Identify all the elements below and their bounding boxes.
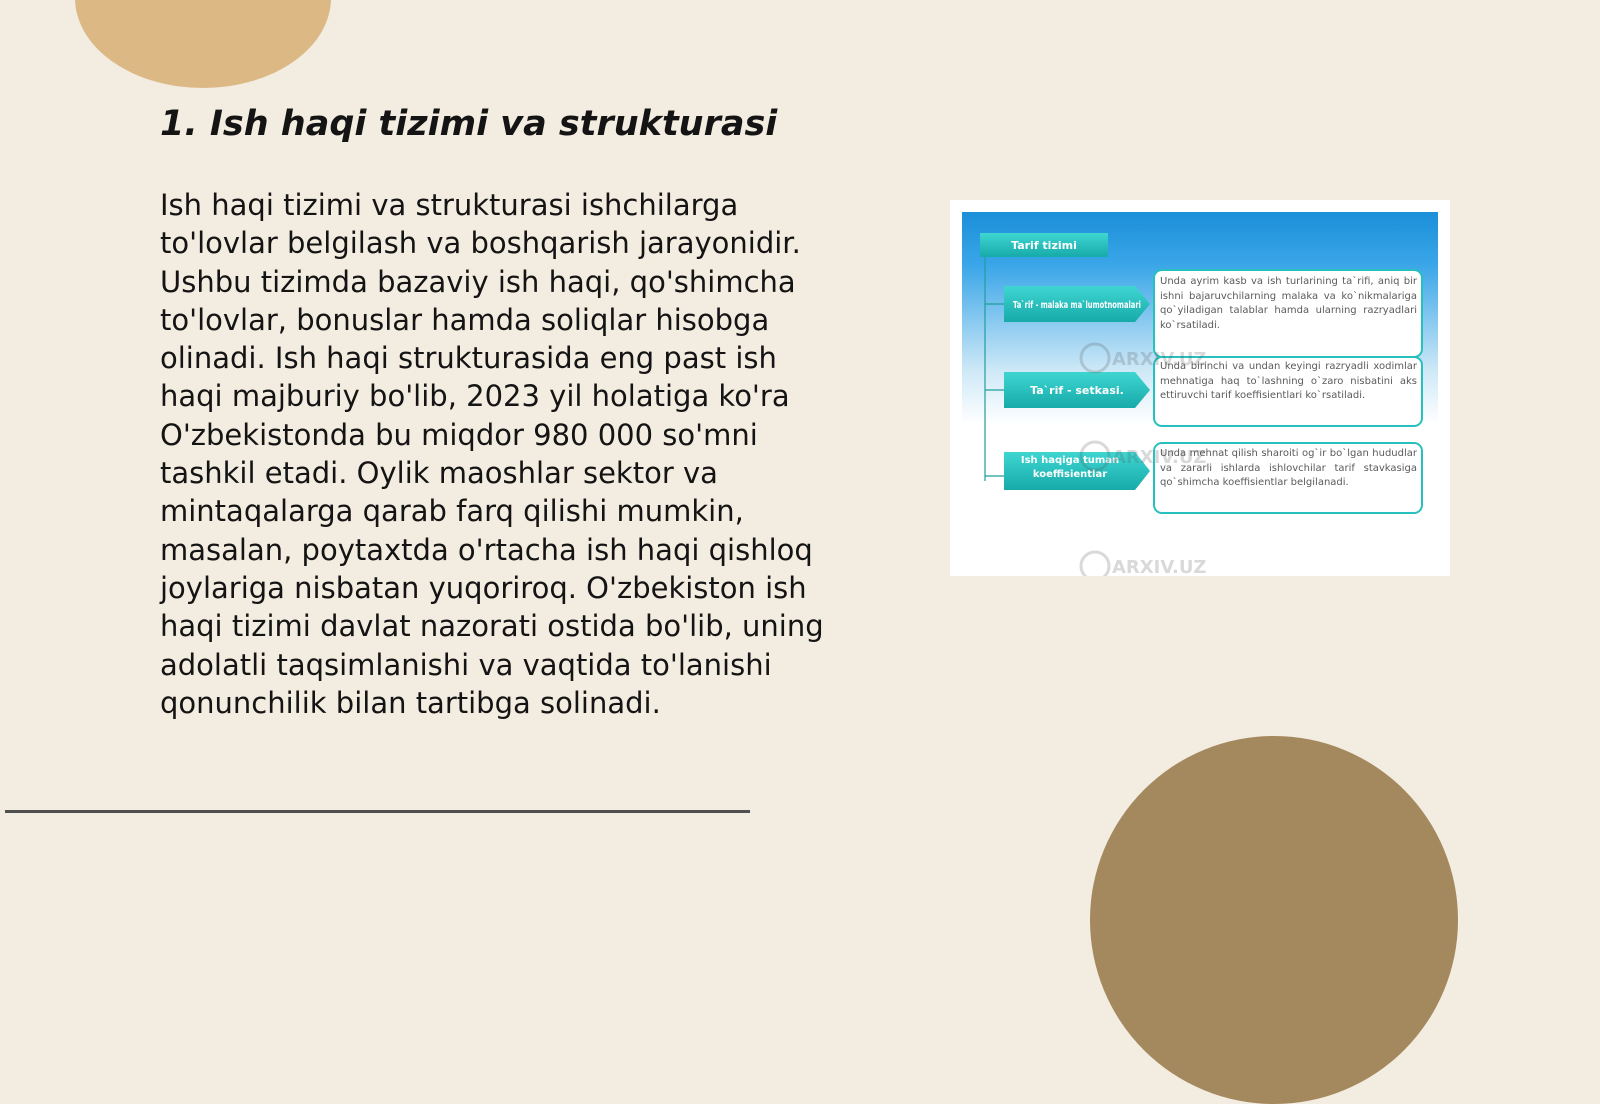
diagram-item-3-description: Unda mehnat qilish sharoiti og`ir bo`lgan hududlar va zararli ishlarda ishlovchilar tarif stavkasiga qo`shimcha koeffisientlar belgilanadi. [1160,448,1417,488]
diagram-item-1-description: Unda ayrim kasb va ish turlarining ta`rifi, aniq bir ishni bajaruvchilarning malaka va ko`nikmalariga qo`yiladigan talablar hamda ularning razryadlari ko`rsatiladi. [1160,276,1417,331]
diagram-root-node [980,233,1108,257]
watermark-text-2: ARXIV.UZ [1112,447,1207,468]
tariff-diagram-image [950,200,1450,576]
decorative-circle-bottom [1090,736,1458,1104]
watermark-text-1: ARXIV.UZ [1112,349,1207,370]
slide-title: 1. Ish haqi tizimi va strukturasi [160,104,778,144]
diagram-item-2-description: Unda birinchi va undan keyingi razryadli xodimlar mehnatiga haq to`lashning o`zaro nisbatini aks ettiruvchi tarif koeffisientlari ko`rsatiladi. [1160,361,1417,401]
slide-body-text: Ish haqi tizimi va strukturasi ishchilarga to'lovlar belgilash va boshqarish jarayonidir. Ushbu tizimda bazaviy ish haqi, qo'shimcha to'lovlar, bonuslar hamda soliqlar hisobga olinadi. Ish haqi strukturasida eng past ish haqi majburiy bo'lib, 2023 yil holatiga ko'ra O'zbekistonda bu miqdor 980 000 so'mni tashkil etadi. Oylik maoshlar sektor va mintaqalarga qarab farq qilishi mumkin, masalan, poytaxtda o'rtacha ish haqi qishloq joylariga nisbatan yuqoriroq. O'zbekiston ish haqi tizimi davlat nazorati ostida bo'lib, uning adolatli taqsimlanishi va vaqtida to'lanishi qonunchilik bilan tartibga solinadi. [160,188,824,720]
diagram-item-2-label: Ta`rif - setkasi. [1030,384,1124,397]
decorative-circle-top [75,0,331,88]
diagram-root-label: Tarif tizimi [1011,239,1077,252]
diagram-item-1-label: Ta`rif - malaka ma`lumotnomalari [1013,300,1203,311]
divider-line [5,810,750,813]
watermark-text-3: ARXIV.UZ [1112,557,1207,576]
diagram-item-3-label: Ish haqiga tuman koeffisientlar [1020,455,1120,480]
